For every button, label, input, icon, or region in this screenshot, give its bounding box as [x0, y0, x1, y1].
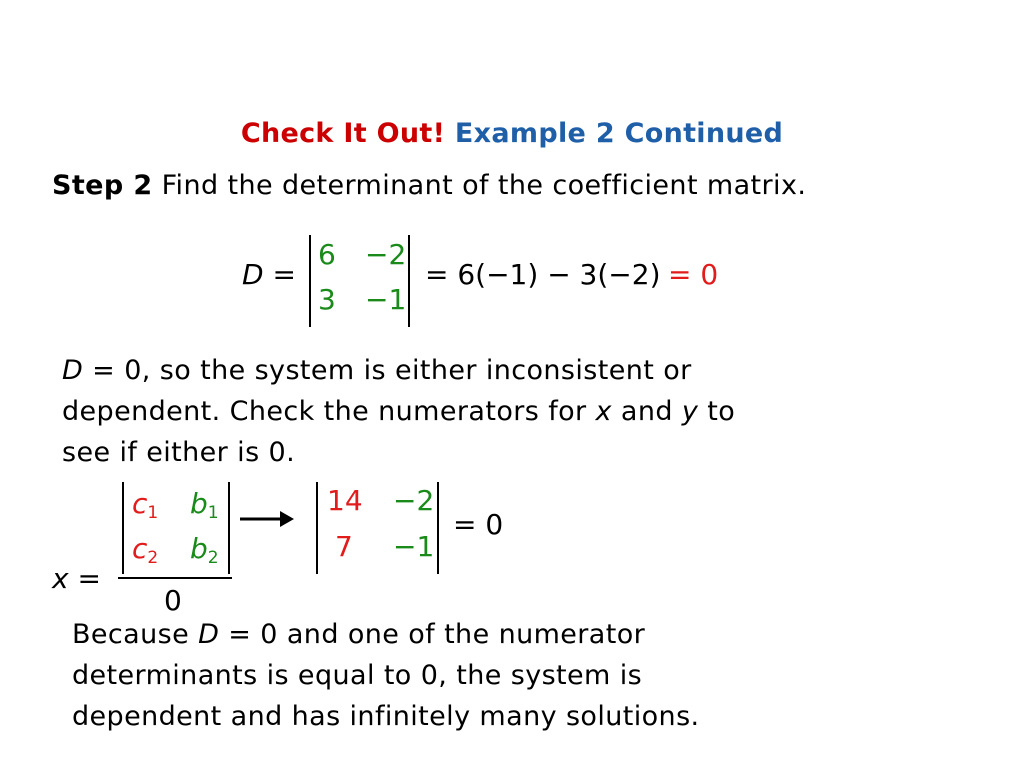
det-bar-left: [309, 235, 311, 327]
title-example: Example 2 Continued: [454, 118, 784, 149]
para2-line3: dependent and has infinitely many solutions.: [72, 701, 700, 732]
num-result: = 0: [453, 508, 504, 541]
num-a22: −1: [393, 530, 435, 563]
num-bar-right: [437, 482, 439, 574]
paragraph-determinant-zero: [62, 350, 1002, 473]
x-b1: $b_1$: [190, 487, 219, 523]
paragraph-conclusion: [72, 614, 1002, 737]
x-denominator: 0: [164, 584, 182, 617]
step-instruction: [52, 170, 806, 201]
para2-line2: determinants is equal to 0, the system is: [72, 660, 643, 691]
para1-line1: D = 0, so the system is either inconsistent or: [62, 355, 692, 386]
title-check-it-out: Check It Out!: [240, 118, 446, 149]
det-a22: −1: [365, 283, 407, 316]
det-result: = 0: [668, 258, 719, 291]
para1-line3: see if either is 0.: [62, 437, 296, 468]
num-bar-left: [316, 482, 318, 574]
det-a12: −2: [365, 238, 407, 271]
para2-line1: Because D = 0 and one of the numerator: [72, 619, 646, 650]
right-arrow-icon: [238, 508, 296, 530]
x-b2: $b_2$: [190, 532, 219, 568]
slide-title: [0, 118, 1024, 149]
num-a12: −2: [393, 484, 435, 517]
num-a11: 14: [327, 484, 363, 517]
det-lhs: D =: [242, 258, 296, 291]
num-a21: 7: [335, 530, 353, 563]
x-bar-left: [122, 482, 124, 574]
x-bar-right: [228, 482, 230, 574]
det-a21: 3: [318, 283, 336, 316]
step-text: Find the determinant of the coefficient matrix.: [161, 170, 807, 201]
fraction-line: [118, 577, 232, 579]
x-c2: $c_2$: [132, 532, 159, 568]
x-lhs: x =: [52, 562, 101, 595]
det-a11: 6: [318, 238, 336, 271]
det-rhs: = 6(−1) − 3(−2): [425, 258, 661, 291]
para1-line2: dependent. Check the numerators for x and y to: [62, 396, 736, 427]
x-c1: $c_1$: [132, 487, 159, 523]
det-bar-right: [408, 235, 410, 327]
step-label: Step 2: [52, 170, 153, 201]
